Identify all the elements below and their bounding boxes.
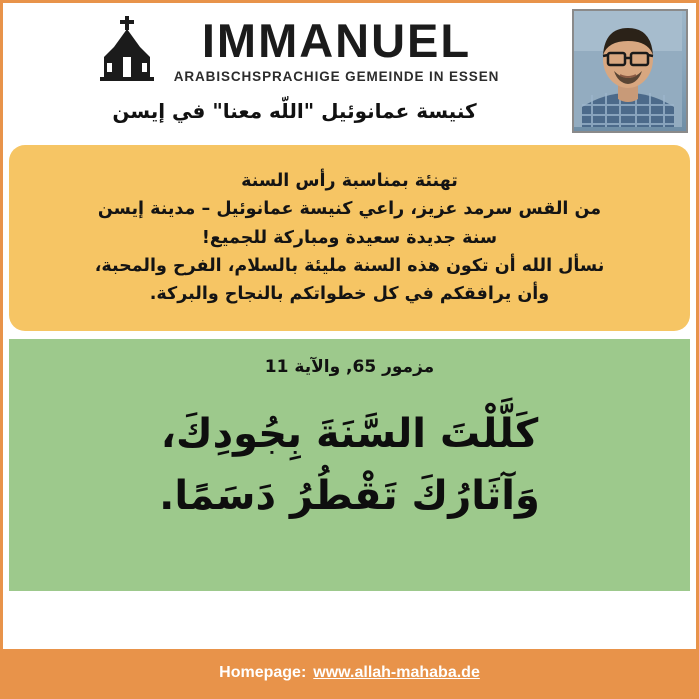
verse-text (29, 403, 670, 527)
church-building-icon (90, 13, 164, 87)
verse-line-2: وَآثَارُكَ تَقْطُرُ دَسَمًا. (159, 473, 540, 519)
greeting-line-5: وأن يرافقكم في كل خطواتكم بالنجاح والبركة. (149, 284, 550, 305)
greeting-line-4: نسأل الله أن تكون هذه السنة مليئة بالسلام، الفرح والمحبة، (94, 256, 605, 277)
homepage-link[interactable]: www.allah-mahaba.de (313, 663, 480, 681)
homepage-label: Homepage: (219, 663, 307, 681)
footer-bar (3, 649, 696, 696)
greeting-line-1: تهنئة بمناسبة رأس السنة (241, 171, 458, 191)
pastor-portrait (572, 9, 688, 133)
header (3, 3, 696, 139)
verse-panel (9, 339, 690, 591)
greeting-line-3: سنة جديدة سعيدة ومباركة للجميع! (201, 227, 498, 248)
wordmark-sub: ARABISCHSPRACHIGE GEMEINDE IN ESSEN (173, 68, 500, 84)
wordmark-main: IMMANUEL (201, 13, 472, 67)
greeting-line-2: من القس سرمد عزيز، راعي كنيسة عمانوئيل – مدينة إيسن (97, 199, 602, 220)
arabic-church-title: كنيسة عمانوئيل "اللّه معنا" في إيسن (112, 99, 477, 123)
wordmark (173, 13, 500, 84)
verse-reference: مزمور 65, والآية 11 (264, 357, 435, 377)
verse-line-1: كَلَّلْتَ السَّنَةَ بِجُودِكَ، (160, 411, 539, 457)
greeting-panel (9, 145, 690, 331)
